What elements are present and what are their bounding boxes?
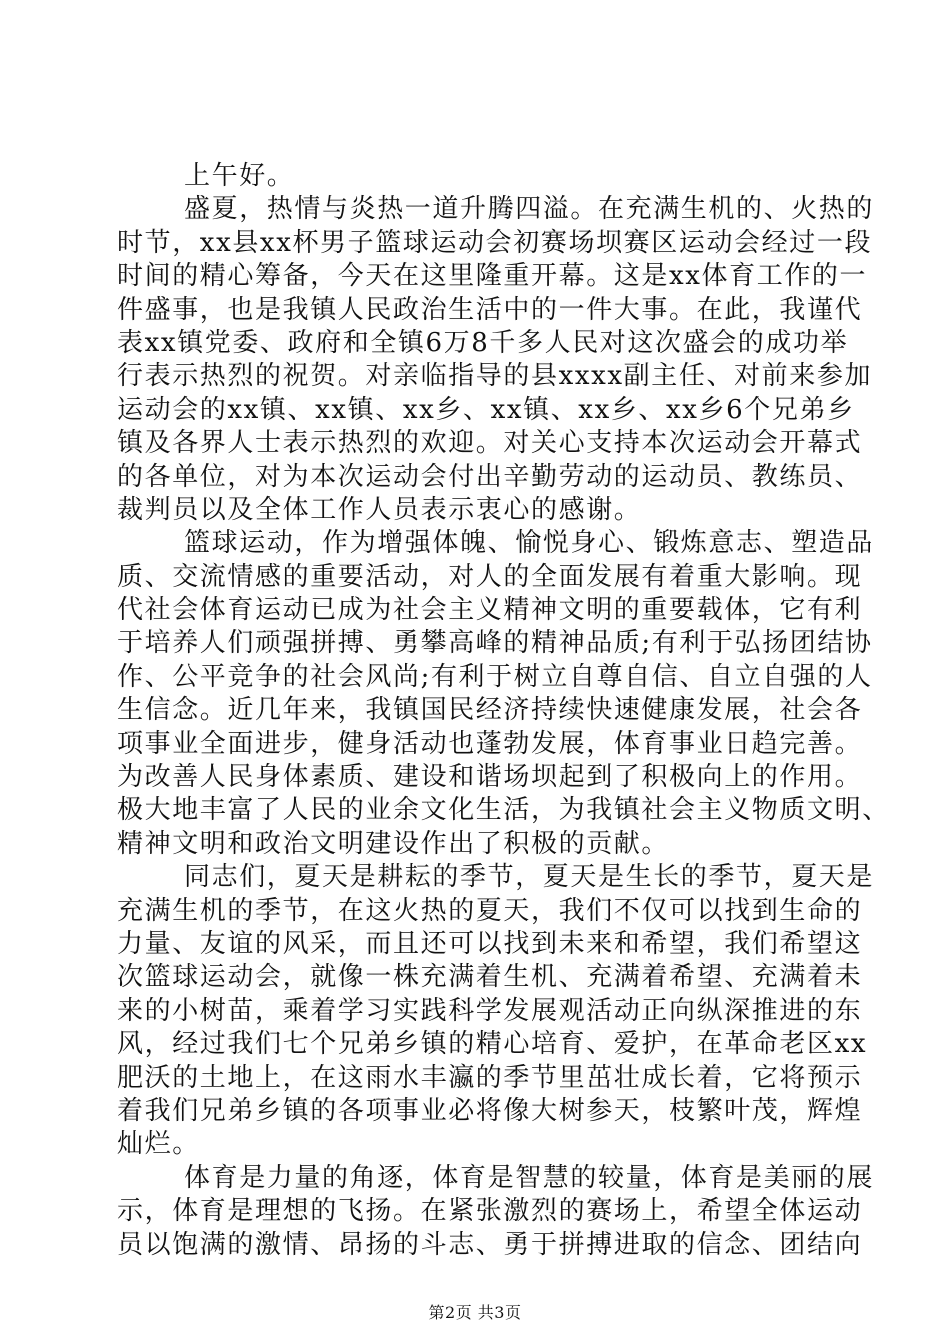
paragraph [117,160,837,193]
text-line: 生信念。近几年来，我镇国民经济持续快速健康发展，社会各 [117,695,863,726]
paragraph [117,193,875,527]
text-line: 精神文明和政治文明建设作出了积极的贡献。 [117,828,670,859]
text-line: 力量、友谊的风采，而且还可以找到未来和希望，我们希望这 [117,928,863,959]
text-line: 肥沃的土地上，在这雨水丰瀛的季节里茁壮成长着，它将预示 [117,1062,863,1093]
text-line: 的各单位，对为本次运动会付出辛勤劳动的运动员、教练员、 [117,461,863,492]
text-line: 体育是力量的角逐，体育是智慧的较量，体育是美丽的展 [184,1162,875,1193]
page-footer: 第2页 共3页 [428,1303,522,1322]
text-line: 来的小树苗，乘着学习实践科学发展观活动正向纵深推进的东 [117,995,863,1026]
text-line: 时节，xx县xx杯男子篮球运动会初赛场坝赛区运动会经过一段 [117,227,873,258]
text-line: 表xx镇党委、政府和全镇6万8千多人民对这次盛会的成功举 [117,327,849,358]
text-line: 行表示热烈的祝贺。对亲临指导的县xxxx副主任、对前来参加 [117,361,873,392]
text-line: 极大地丰富了人民的业余文化生活，为我镇社会主义物质文明、 [117,795,890,826]
text-line: 风，经过我们七个兄弟乡镇的精心培育、爱护，在革命老区xx [117,1029,868,1060]
text-line: 时间的精心筹备，今天在这里隆重开幕。这是xx体育工作的一 [117,261,868,292]
text-line: 件盛事，也是我镇人民政治生活中的一件大事。在此，我谨代 [117,294,863,325]
paragraph [117,1162,875,1262]
text-line: 运动会的xx镇、xx镇、xx乡、xx镇、xx乡、xx乡6个兄弟乡 [117,394,855,425]
text-line: 裁判员以及全体工作人员表示衷心的感谢。 [117,494,642,525]
text-line: 上午好。 [184,161,295,191]
text-line: 示，体育是理想的飞扬。在紧张激烈的赛场上，希望全体运动 [117,1196,863,1227]
text-line: 于培养人们顽强拼搏、勇攀高峰的精神品质;有利于弘扬团结协 [117,628,873,659]
text-line: 篮球运动，作为增强体魄、愉悦身心、锻炼意志、塑造品 [184,528,875,559]
text-line: 为改善人民身体素质、建设和谐场坝起到了积极向上的作用。 [117,762,863,793]
text-line: 员以饱满的激情、昂扬的斗志、勇于拼搏进取的信念、团结向 [117,1229,863,1260]
text-line: 代社会体育运动已成为社会主义精神文明的重要载体，它有利 [117,595,863,626]
text-line: 项事业全面进步，健身活动也蓬勃发展，体育事业日趋完善。 [117,728,863,759]
text-line: 灿烂。 [117,1129,200,1160]
paragraph [117,861,875,1162]
text-line: 充满生机的季节，在这火热的夏天，我们不仅可以找到生命的 [117,895,863,926]
text-line: 同志们，夏天是耕耘的季节，夏天是生长的季节，夏天是 [184,862,875,893]
text-line: 质、交流情感的重要活动，对人的全面发展有着重大影响。现 [117,561,863,592]
text-line: 盛夏，热情与炎热一道升腾四溢。在充满生机的、火热的 [184,194,875,225]
text-line: 次篮球运动会，就像一株充满着生机、充满着希望、充满着未 [117,962,863,993]
document-body [117,160,890,1262]
paragraph [117,527,890,861]
text-line: 作、公平竞争的社会风尚;有利于树立自尊自信、自立自强的人 [117,661,873,692]
text-line: 镇及各界人士表示热烈的欢迎。对关心支持本次运动会开幕式 [117,428,863,459]
text-line: 着我们兄弟乡镇的各项事业必将像大树参天，枝繁叶茂，辉煌 [117,1095,863,1126]
